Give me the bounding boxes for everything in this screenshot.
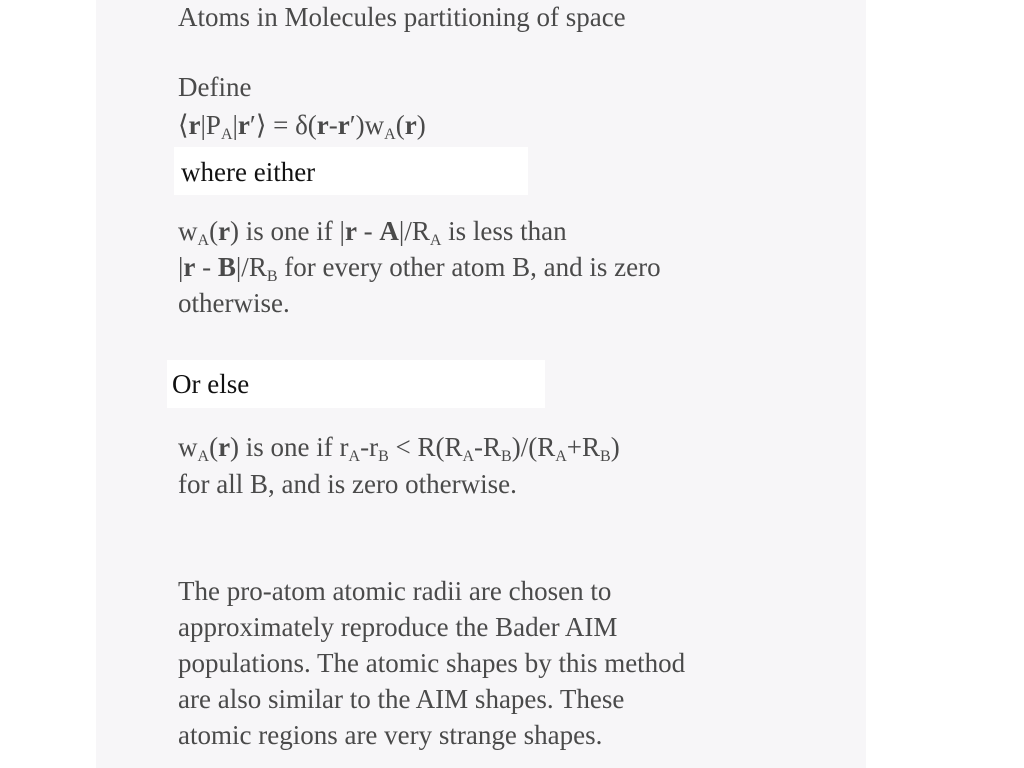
paragraph-line-2: approximately reproduce the Bader AIM: [178, 612, 618, 642]
or-else-label: Or else: [172, 369, 250, 399]
paragraph-line-3: populations. The atomic shapes by this method: [178, 648, 686, 678]
condition1-line1: $w_A(r)$ is one if $|r - A|/R_A$ is less than: [178, 216, 567, 249]
slide-title: Atoms in Molecules partitioning of space: [178, 2, 626, 32]
where-either-label: where either: [181, 157, 316, 187]
condition2-line2: for all B, and is zero otherwise.: [178, 469, 517, 499]
condition1-line3: otherwise.: [178, 288, 290, 318]
paragraph-line-4: are also similar to the AIM shapes. These: [178, 684, 625, 714]
paragraph-line-1: The pro-atom atomic radii are chosen to: [178, 576, 612, 606]
define-label: Define: [178, 72, 252, 102]
paragraph-line-5: atomic regions are very strange shapes.: [178, 720, 603, 750]
condition1-line2: $|r - B|/R_B$ for every other atom B, and is zero: [178, 252, 661, 285]
condition2-line1: $w_A(r)$ is one if $r_A-r_B < R(R_A-R_B)/(R_A+R_B)$: [178, 432, 620, 465]
definition-equation: $⟨r|P_A|r'⟩ = \delta(r-r')w_A(r)$: [178, 110, 426, 143]
